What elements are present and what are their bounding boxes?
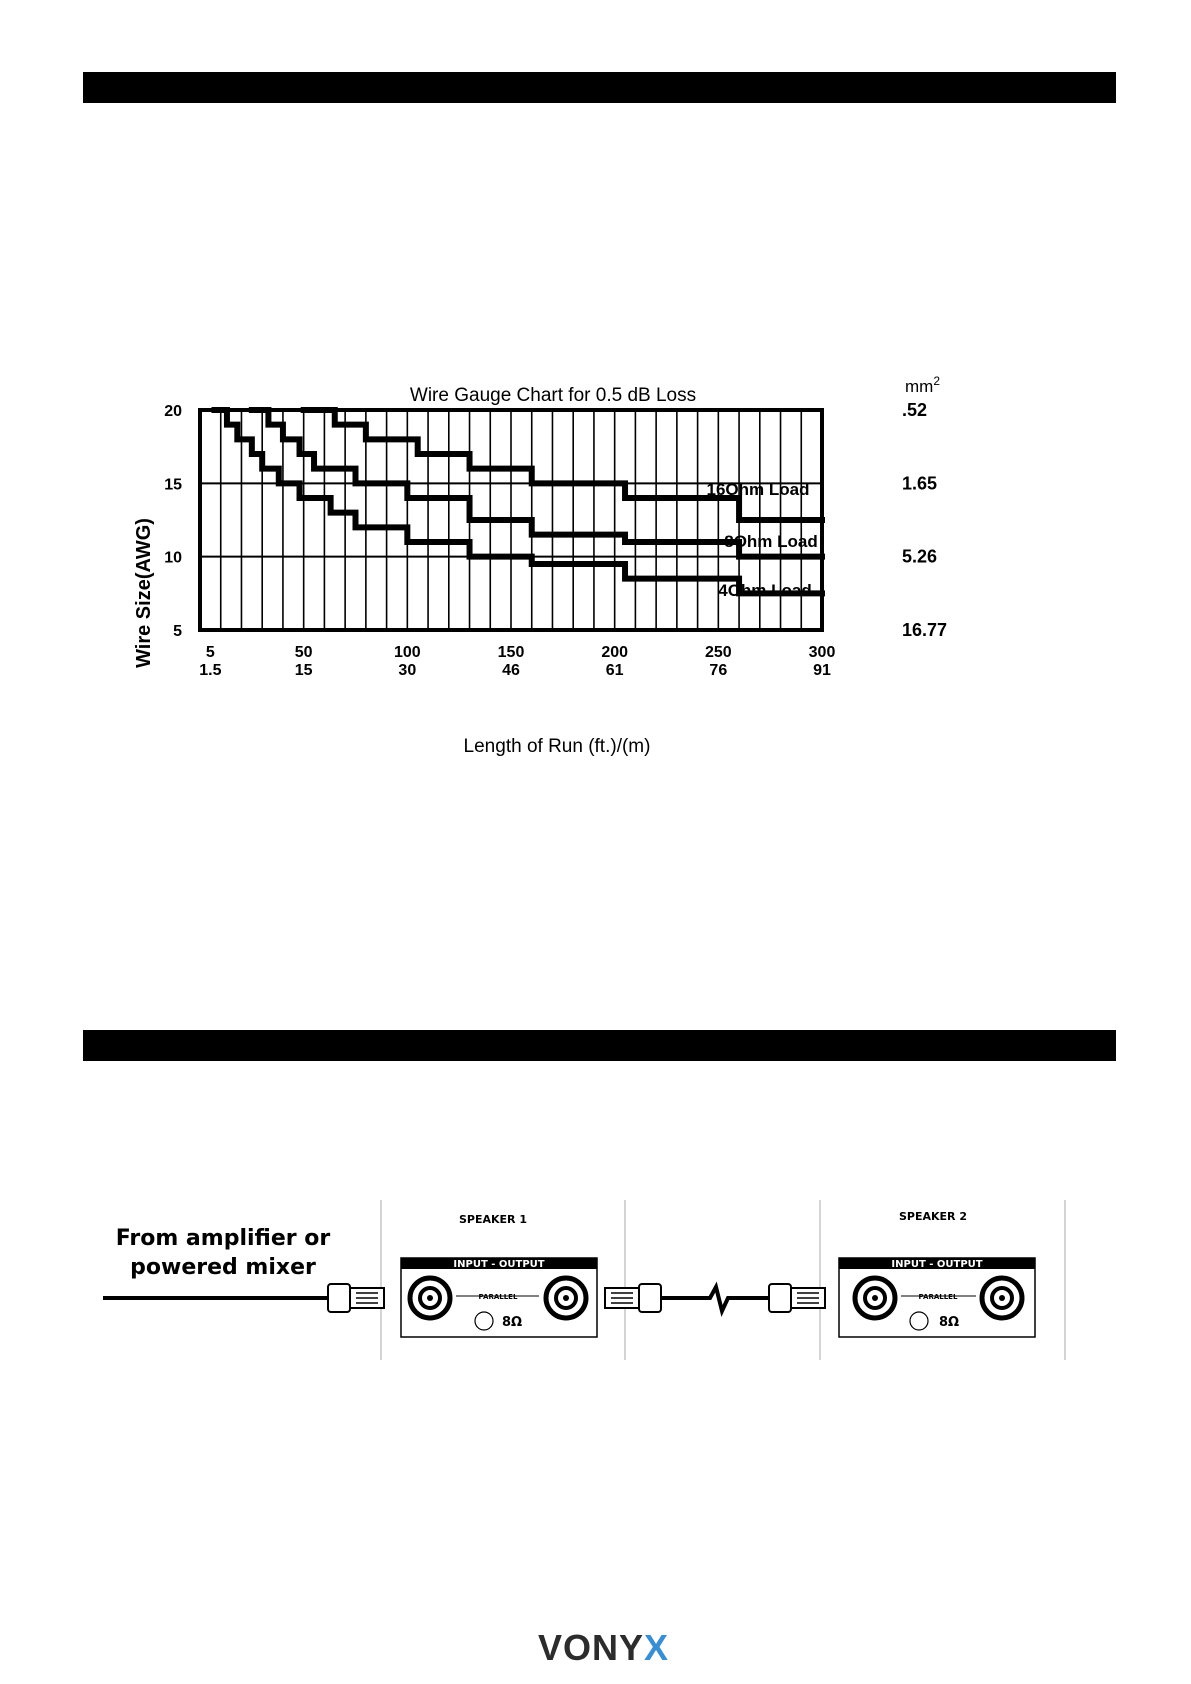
brand-logo-main: VONY (538, 1627, 645, 1666)
x-tick-m: 76 (709, 662, 728, 679)
speaker-2-panel-header: INPUT - OUTPUT (891, 1259, 983, 1270)
y-tick-right: 5.26 (902, 546, 938, 567)
series-line-0 (304, 410, 822, 520)
y-tick-right: .52 (902, 400, 928, 420)
x-tick-m: 30 (398, 662, 417, 679)
x-tick-m: 61 (605, 662, 624, 679)
section-header-bar-top (83, 72, 1116, 103)
speakon-plug-2 (605, 1284, 661, 1312)
speakon-plug-1 (328, 1284, 384, 1312)
speaker-wiring-diagram (95, 1195, 1085, 1365)
section-header-bar-bottom (83, 1030, 1116, 1061)
series-label-2: 4Ohm Load (718, 581, 812, 600)
brand-logo-accent: X (644, 1627, 670, 1666)
x-tick-m: 1.5 (199, 662, 222, 679)
x-tick-ft: 50 (294, 644, 313, 661)
chart-y2-unit: $mm^2$ (905, 375, 941, 396)
speaker-2-label: SPEAKER 2 (898, 1210, 968, 1223)
source-label-line1: From amplifier or (115, 1226, 331, 1251)
chart-x-axis-label: Length of Run (ft.)/(m) (463, 736, 651, 757)
speakon-plug-3 (769, 1284, 825, 1312)
x-tick-ft: 250 (704, 644, 732, 661)
source-label-line2: powered mixer (130, 1255, 316, 1280)
speaker-1-impedance: 8Ω (501, 1315, 523, 1330)
x-tick-ft: 200 (601, 644, 629, 661)
speaker-2-panel (839, 1258, 1035, 1337)
y-tick-left: 20 (164, 403, 182, 420)
svg-text:VONYX (538, 1627, 669, 1666)
series-label-1: 8Ohm Load (724, 532, 818, 551)
series-label-0: 16Ohm Load (706, 480, 810, 499)
y-tick-right: 16.77 (902, 620, 948, 640)
x-tick-m: 46 (502, 662, 520, 679)
x-tick-ft: 100 (393, 644, 421, 661)
x-tick-ft: 5 (205, 644, 215, 661)
y-tick-left: 10 (164, 549, 182, 567)
y-tick-left: 15 (164, 476, 182, 494)
chart-series (215, 410, 822, 593)
x-tick-ft: 300 (808, 644, 836, 661)
speaker-1-panel-header: INPUT - OUTPUT (453, 1259, 545, 1270)
chart-y-axis-label: Wire Size(AWG) (133, 518, 155, 668)
speaker-2-parallel: PARALLEL (918, 1293, 958, 1301)
x-tick-m: 15 (294, 662, 313, 679)
x-tick-m: 91 (813, 662, 831, 679)
brand-logo (538, 1626, 688, 1666)
x-tick-ft: 150 (497, 644, 525, 661)
speaker-1-label: SPEAKER 1 (458, 1213, 528, 1226)
speaker-1-panel (401, 1258, 597, 1337)
y-tick-right: 1.65 (902, 473, 938, 494)
speaker-1-parallel: PARALLEL (478, 1293, 518, 1301)
chart-title: Wire Gauge Chart for 0.5 dB Loss (409, 385, 697, 406)
wire-gauge-chart (120, 375, 980, 770)
y-tick-left: 5 (173, 623, 182, 640)
series-line-2 (215, 410, 822, 593)
link-cable (661, 1287, 769, 1311)
speaker-2-impedance: 8Ω (938, 1315, 960, 1330)
